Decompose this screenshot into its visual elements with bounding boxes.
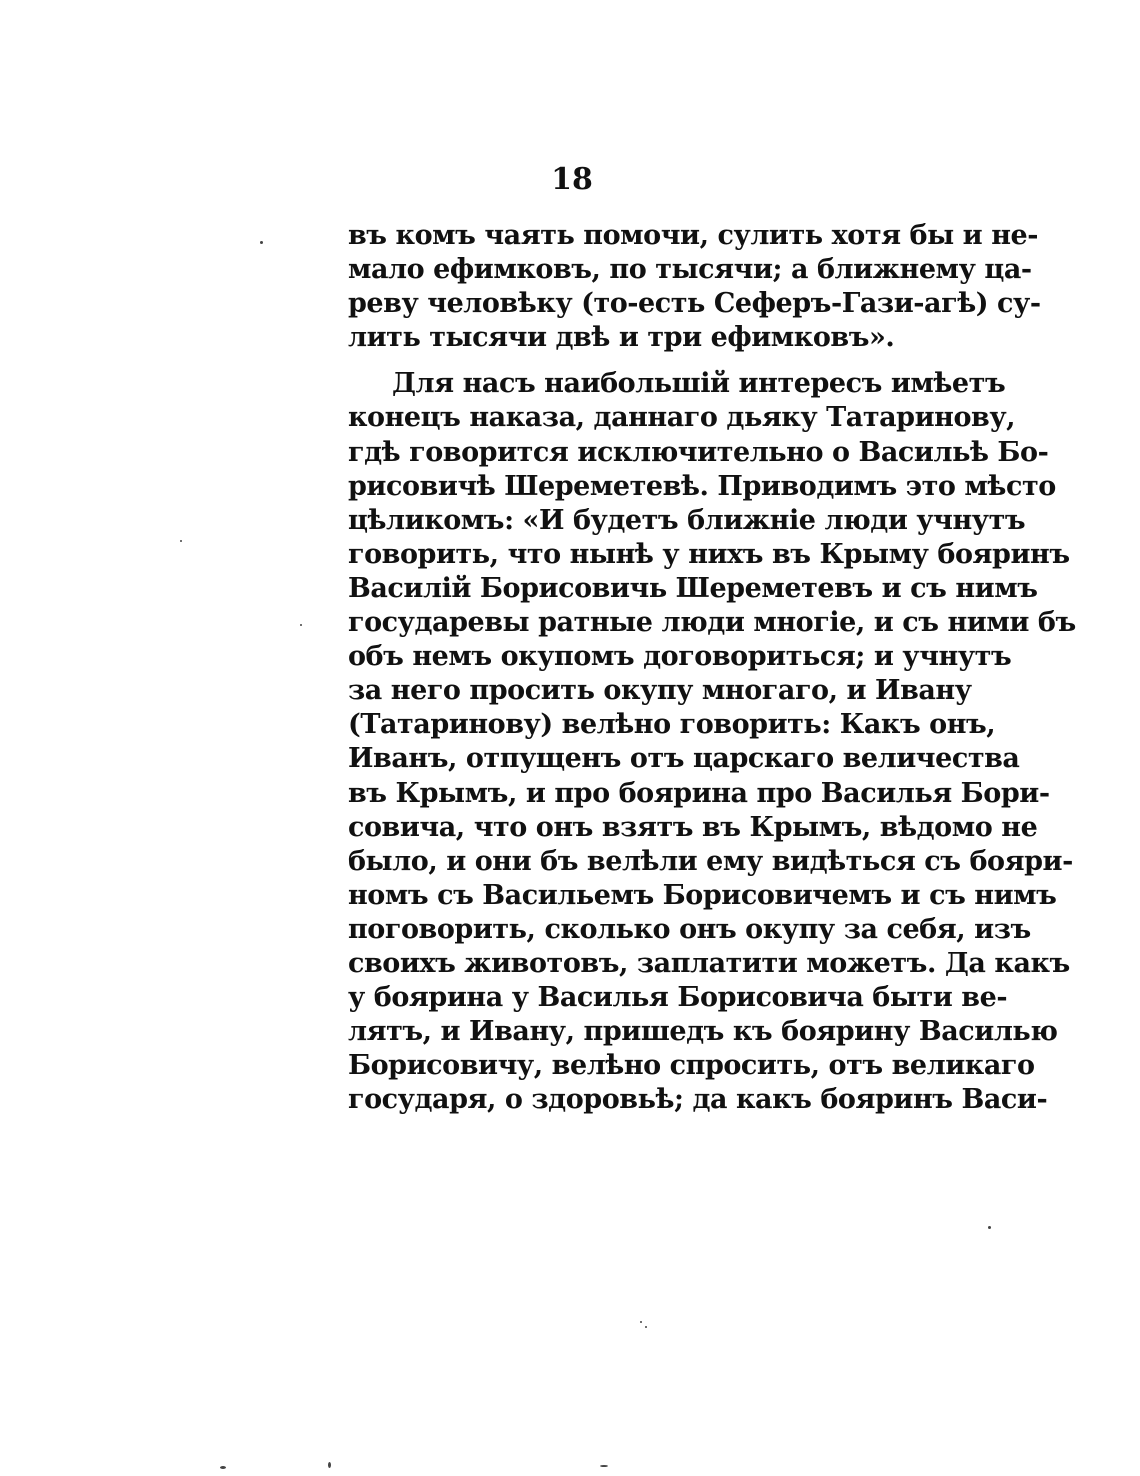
text-line: лятъ, и Ивану, пришедъ къ боярину Василью [348,1016,1058,1048]
text-line: за него просить окупу многаго, и Ивану [348,675,972,707]
text-line: рисовичѣ Шереметевѣ. Приводимъ это мѣсто [348,470,1056,502]
paragraph [348,219,1041,355]
text-line: совича, что онъ взятъ въ Крымъ, вѣдомо не [348,811,1038,843]
scan-speck [645,1326,647,1328]
text-line: Василій Борисовичь Шереметевъ и съ нимъ [348,572,1038,604]
scan-speck [600,1465,608,1467]
text-line: своихъ животовъ, заплатити можетъ. Да какъ [348,947,1070,979]
text-line: мало ефимковъ, по тысячи; а ближнему ца- [348,254,1032,286]
page-number: 18 [551,162,593,197]
scan-speck [988,1226,991,1229]
text-line: объ немъ окупомъ договориться; и учнутъ [348,641,1012,673]
text-line: Иванъ, отпущенъ отъ царскаго величества [348,743,1020,775]
text-line: Для насъ наибольшій интересъ имѣетъ [392,368,1006,400]
scan-speck [328,1462,331,1468]
body-text [348,219,1076,1117]
text-line: государевы ратные люди многіе, и съ ними бъ [348,607,1076,639]
scan-speck [640,1321,642,1323]
text-line: конецъ наказа, даннаго дьяку Татаринову, [348,402,1016,434]
text-line: реву человѣку (то-есть Сеферъ-Гази-агѣ) су- [348,288,1041,320]
text-line: было, и они бъ велѣли ему видѣться съ бояри- [348,845,1073,877]
text-line: говорить, что нынѣ у нихъ въ Крыму бояринъ [348,538,1070,570]
text-line: поговорить, сколько онъ окупу за себя, изъ [348,913,1031,945]
text-line: въ комъ чаять помочи, сулить хотя бы и не- [348,220,1038,251]
text-line: лить тысячи двѣ и три ефимковъ». [348,322,895,354]
text-line: Борисовичу, велѣно спросить, отъ великаго [348,1050,1035,1082]
scan-speck [220,1466,226,1469]
text-line: номъ съ Васильемъ Борисовичемъ и съ нимъ [348,879,1057,911]
text-line: (Татаринову) велѣно говорить: Какъ онъ, [348,709,996,741]
scan-speck [300,624,302,626]
paragraph [348,367,1076,1117]
text-line: гдѣ говорится исключительно о Васильѣ Бо- [348,436,1049,468]
text-line: цѣликомъ: «И будетъ ближніе люди учнутъ [348,504,1026,536]
text-line: въ Крымъ, и про боярина про Василья Бори- [348,777,1050,809]
scan-speck [260,241,263,244]
text-line: государя, о здоровьѣ; да какъ бояринъ Васи- [348,1084,1048,1116]
scan-speck [180,540,182,542]
text-line: у боярина у Василья Борисовича быти ве- [348,982,1008,1014]
